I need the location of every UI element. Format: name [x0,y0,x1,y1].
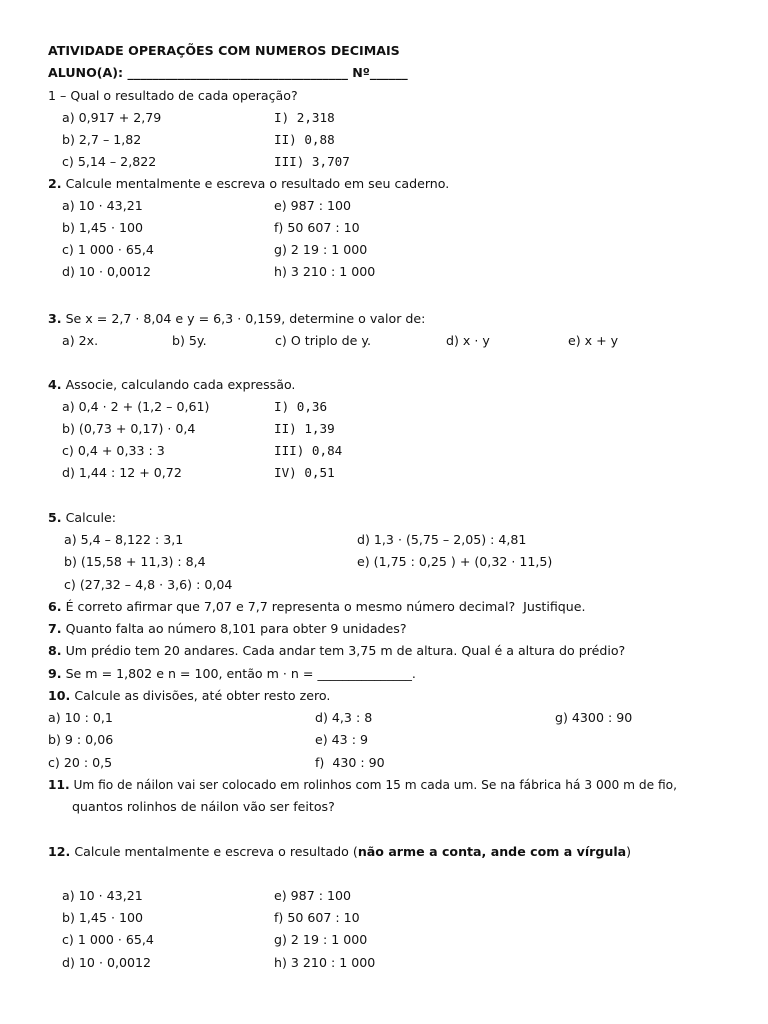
q10-item: g) 4300 : 90 [555,710,633,725]
q1-answer: III) 3,707 [274,154,350,169]
question-text: Calcule mentalmente e escreva o resultado em seu caderno. [61,176,450,191]
question-text: Associe, calculando cada expressão. [61,377,296,392]
q12-item: b) 1,45 · 100 [62,910,143,925]
q1-answer: II) 0,88 [274,132,335,147]
q2-item: a) 10 · 43,21 [62,198,143,213]
q10-item: e) 43 : 9 [315,732,368,747]
question-text: Um prédio tem 20 andares. Cada andar tem 3,75 m de altura. Qual é a altura do prédio? [61,643,626,658]
question-1: 1 – Qual o resultado de cada operação? [48,88,298,103]
q10-item: b) 9 : 0,06 [48,732,114,747]
q5-item: e) (1,75 : 0,25 ) + (0,32 · 11,5) [357,554,553,569]
q4-item: d) 1,44 : 12 + 0,72 [62,465,182,480]
q3-item: c) O triplo de y. [275,333,371,348]
q12-item: h) 3 210 : 1 000 [274,955,376,970]
q2-item: b) 1,45 · 100 [62,220,143,235]
question-text-close: ) [626,844,632,859]
q3-item: b) 5y. [172,333,207,348]
q4-item: b) (0,73 + 0,17) · 0,4 [62,421,196,436]
question-10 [48,688,330,704]
question-3 [48,311,425,327]
q12-item: d) 10 · 0,0012 [62,955,152,970]
question-9 [48,666,416,682]
question-text: Se x = 2,7 · 8,04 e y = 6,3 · 0,159, determine o valor de: [61,311,426,326]
question-number: 6. [48,599,62,614]
q2-item: h) 3 210 : 1 000 [274,264,376,279]
question-number: 12. [48,844,71,859]
q3-item: d) x · y [446,333,490,348]
q4-item: c) 0,4 + 0,33 : 3 [62,443,165,458]
q4-item: a) 0,4 · 2 + (1,2 – 0,61) [62,399,210,414]
question-number: 5. [48,510,62,525]
q12-item: a) 10 · 43,21 [62,888,143,903]
q10-item: d) 4,3 : 8 [315,710,373,725]
q4-answer: III) 0,84 [274,443,343,458]
question-8 [48,643,625,659]
q10-item: c) 20 : 0,5 [48,755,113,770]
question-number: 10. [48,688,71,703]
q4-answer: II) 1,39 [274,421,335,436]
question-emphasis: não arme a conta, ande com a vírgula [357,844,627,859]
question-text: Quanto falta ao número 8,101 para obter 9 unidades? [61,621,407,636]
q3-item: e) x + y [568,333,619,348]
q12-item: c) 1 000 · 65,4 [62,932,154,947]
page-title: ATIVIDADE OPERAÇÕES COM NUMEROS DECIMAIS [48,43,400,58]
question-text: Calcule as divisões, até obter resto zero. [70,688,331,703]
question-4 [48,377,295,393]
question-text: Calcule mentalmente e escreva o resultado ( [70,844,358,859]
question-6 [48,599,586,615]
question-5 [48,510,116,526]
q5-item: a) 5,4 – 8,122 : 3,1 [64,532,184,547]
question-7 [48,621,407,637]
question-number: 2. [48,176,62,191]
q2-item: c) 1 000 · 65,4 [62,242,154,257]
question-11 [48,777,677,793]
q12-item: f) 50 607 : 10 [274,910,360,925]
q3-item: a) 2x. [62,333,99,348]
q5-item: d) 1,3 · (5,75 – 2,05) : 4,81 [357,532,527,547]
question-number: 4. [48,377,62,392]
q2-item: d) 10 · 0,0012 [62,264,152,279]
question-12 [48,844,631,860]
q1-item: c) 5,14 – 2,822 [62,154,157,169]
question-text: É correto afirmar que 7,07 e 7,7 representa o mesmo número decimal? Justifique. [61,599,586,614]
question-text: Calcule: [61,510,116,525]
q5-item: b) (15,58 + 11,3) : 8,4 [64,554,206,569]
question-number: 8. [48,643,62,658]
question-text: Se m = 1,802 e n = 100, então m · n = _______________. [61,666,416,681]
q2-item: g) 2 19 : 1 000 [274,242,368,257]
q5-item: c) (27,32 – 4,8 · 3,6) : 0,04 [64,577,233,592]
question-number: 9. [48,666,62,681]
q4-answer: I) 0,36 [274,399,328,414]
q2-item: e) 987 : 100 [274,198,351,213]
question-text: Um fio de náilon vai ser colocado em rolinhos com 15 m cada um. Se na fábrica há 3 000 m de fio, [69,778,677,792]
student-line: ALUNO(A): ___________________________________ Nº______ [48,65,408,80]
q10-item: a) 10 : 0,1 [48,710,113,725]
question-11-continuation: quantos rolinhos de náilon vão ser feitos? [72,799,335,814]
q12-item: e) 987 : 100 [274,888,351,903]
q10-item: f) 430 : 90 [315,755,385,770]
q1-item: b) 2,7 – 1,82 [62,132,142,147]
q4-answer: IV) 0,51 [274,465,335,480]
q1-answer: I) 2,318 [274,110,335,125]
q12-item: g) 2 19 : 1 000 [274,932,368,947]
question-number: 7. [48,621,62,636]
q2-item: f) 50 607 : 10 [274,220,360,235]
question-2 [48,176,449,192]
q1-item: a) 0,917 + 2,79 [62,110,162,125]
question-number: 3. [48,311,62,326]
question-number: 11. [48,778,70,792]
